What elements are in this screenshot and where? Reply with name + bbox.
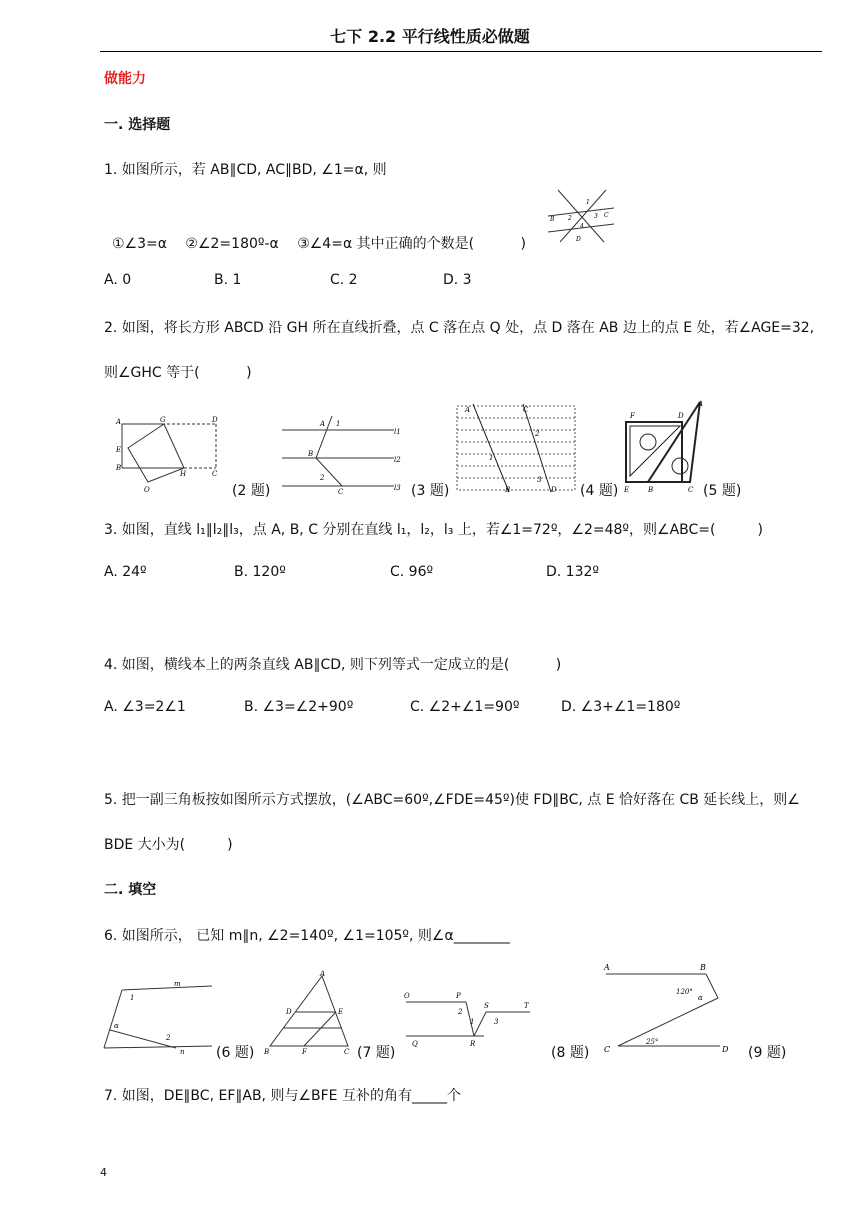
svg-text:4: 4 bbox=[580, 223, 584, 230]
svg-text:O: O bbox=[404, 992, 410, 1000]
q6-figure bbox=[100, 980, 216, 1056]
fig6-caption: (6 题) bbox=[216, 1045, 255, 1061]
q3-option-c: C. 96º bbox=[390, 564, 434, 580]
q4-option-c: C. ∠2+∠1=90º bbox=[410, 699, 520, 715]
svg-text:F: F bbox=[630, 412, 635, 420]
svg-text:120°: 120° bbox=[676, 988, 693, 996]
q9-figure bbox=[600, 960, 742, 1056]
q3-stem: 3. 如图，直线 l₁∥l₂∥l₃，点 A, B, C 分别在直线 l₁，l₂，l₃ 上，若∠1=72º，∠2=48º，则∠ABC=( ) bbox=[104, 522, 763, 538]
q4-option-d: D. ∠3+∠1=180º bbox=[561, 699, 681, 715]
q1-option-d: D. 3 bbox=[443, 272, 472, 288]
svg-text:α: α bbox=[698, 994, 703, 1002]
svg-text:3: 3 bbox=[537, 476, 542, 484]
svg-text:l2: l2 bbox=[394, 456, 401, 464]
svg-text:25°: 25° bbox=[646, 1038, 659, 1046]
q8-figure bbox=[400, 986, 536, 1052]
q1-stem: 1. 如图所示，若 AB∥CD, AC∥BD, ∠1=α, 则 bbox=[104, 162, 387, 178]
q4-option-b: B. ∠3=∠2+90º bbox=[244, 699, 354, 715]
svg-text:n: n bbox=[180, 1048, 185, 1056]
q7-figure bbox=[264, 970, 356, 1056]
svg-text:A: A bbox=[320, 420, 326, 428]
q1-statements: ①∠3=α ②∠2=180º-α ③∠4=α 其中正确的个数是( ) bbox=[112, 236, 526, 252]
fig7-caption: (7 题) bbox=[357, 1045, 396, 1061]
svg-text:A: A bbox=[320, 970, 326, 978]
q6-stem: 6. 如图所示， 已知 m∥n, ∠2=140º, ∠1=105º, 则∠α________ bbox=[104, 928, 510, 944]
fig8-caption: (8 题) bbox=[551, 1045, 590, 1061]
svg-text:2: 2 bbox=[320, 474, 325, 482]
svg-text:D: D bbox=[286, 1008, 292, 1016]
q4-figure bbox=[455, 402, 579, 496]
section-fill-heading: 二. 填空 bbox=[104, 882, 157, 898]
svg-text:B: B bbox=[505, 486, 511, 494]
svg-text:D: D bbox=[551, 486, 557, 494]
svg-text:3: 3 bbox=[594, 213, 598, 220]
svg-text:2: 2 bbox=[166, 1034, 171, 1042]
svg-text:D: D bbox=[576, 236, 581, 243]
svg-text:A: A bbox=[116, 418, 122, 426]
svg-text:B: B bbox=[308, 450, 314, 458]
q3-option-b: B. 120º bbox=[234, 564, 286, 580]
q3-figure bbox=[276, 412, 406, 496]
svg-text:F: F bbox=[302, 1048, 307, 1056]
svg-text:A: A bbox=[698, 400, 704, 408]
svg-text:A: A bbox=[604, 963, 610, 972]
q4-option-a: A. ∠3=2∠1 bbox=[104, 699, 186, 715]
q1-figure bbox=[546, 188, 616, 244]
svg-text:2: 2 bbox=[568, 215, 572, 222]
svg-text:C: C bbox=[604, 212, 609, 219]
page-title: 七下 2.2 平行线性质必做题 bbox=[330, 27, 530, 46]
fig2-caption: (2 题) bbox=[232, 483, 271, 499]
svg-text:H: H bbox=[180, 470, 187, 478]
svg-text:1: 1 bbox=[130, 994, 135, 1002]
svg-text:3: 3 bbox=[494, 1018, 499, 1026]
q2-stem-line2: 则∠GHC 等于( ) bbox=[104, 365, 252, 381]
svg-text:E: E bbox=[624, 486, 630, 494]
q1-option-a: A. 0 bbox=[104, 272, 132, 288]
svg-text:2: 2 bbox=[535, 430, 540, 438]
svg-text:m: m bbox=[174, 980, 181, 988]
fig9-caption: (9 题) bbox=[748, 1045, 787, 1061]
q7-stem: 7. 如图，DE∥BC, EF∥AB, 则与∠BFE 互补的角有_____个 bbox=[104, 1088, 461, 1104]
q1-option-b: B. 1 bbox=[214, 272, 242, 288]
svg-text:B: B bbox=[700, 963, 706, 972]
svg-text:l3: l3 bbox=[394, 484, 401, 492]
svg-text:G: G bbox=[160, 416, 166, 424]
q5-stem-line2: BDE 大小为( ) bbox=[104, 837, 233, 853]
svg-text:C: C bbox=[338, 488, 344, 496]
section-ability-heading: 做能力 bbox=[104, 71, 146, 87]
svg-text:1: 1 bbox=[336, 420, 341, 428]
q5-figure bbox=[620, 398, 710, 496]
svg-text:C: C bbox=[523, 406, 529, 414]
svg-text:B: B bbox=[264, 1048, 270, 1056]
svg-text:l1: l1 bbox=[394, 428, 401, 436]
q3-option-d: D. 132º bbox=[546, 564, 599, 580]
svg-text:C: C bbox=[212, 470, 218, 478]
svg-text:A: A bbox=[465, 406, 471, 414]
svg-text:1: 1 bbox=[489, 454, 494, 462]
page-number: 4 bbox=[100, 1166, 107, 1179]
svg-text:C: C bbox=[604, 1045, 611, 1054]
svg-text:D: D bbox=[678, 412, 684, 420]
fig3-caption: (3 题) bbox=[411, 483, 450, 499]
q3-option-a: A. 24º bbox=[104, 564, 147, 580]
svg-text:B: B bbox=[550, 216, 555, 223]
svg-text:E: E bbox=[338, 1008, 344, 1016]
svg-text:E: E bbox=[116, 446, 122, 454]
svg-text:1: 1 bbox=[586, 199, 590, 206]
q5-stem-line1: 5. 把一副三角板按如图所示方式摆放，(∠ABC=60º,∠FDE=45º)使 FD∥BC, 点 E 恰好落在 CB 延长线上，则∠ bbox=[104, 792, 800, 808]
section-choice-heading: 一. 选择题 bbox=[104, 117, 171, 133]
svg-text:C: C bbox=[344, 1048, 350, 1056]
svg-text:1: 1 bbox=[470, 1018, 475, 1026]
svg-text:S: S bbox=[484, 1002, 489, 1010]
q1-option-c: C. 2 bbox=[330, 272, 358, 288]
svg-text:D: D bbox=[722, 1045, 729, 1054]
svg-text:Q: Q bbox=[412, 1040, 418, 1048]
svg-text:2: 2 bbox=[458, 1008, 463, 1016]
svg-text:D: D bbox=[212, 416, 218, 424]
q2-stem-line1: 2. 如图，将长方形 ABCD 沿 GH 所在直线折叠，点 C 落在点 Q 处，点 D 落在 AB 边上的点 E 处，若∠AGE=32, bbox=[104, 320, 815, 336]
svg-text:O: O bbox=[144, 486, 150, 494]
fig5-caption: (5 题) bbox=[703, 483, 742, 499]
svg-text:B: B bbox=[648, 486, 654, 494]
svg-text:B: B bbox=[116, 464, 122, 472]
q4-stem: 4. 如图，横线本上的两条直线 AB∥CD, 则下列等式一定成立的是( ) bbox=[104, 657, 562, 673]
fig4-caption: (4 题) bbox=[580, 483, 619, 499]
svg-text:P: P bbox=[456, 992, 461, 1000]
svg-text:R: R bbox=[470, 1040, 476, 1048]
svg-text:C: C bbox=[688, 486, 694, 494]
q2-figure bbox=[112, 414, 226, 496]
svg-text:T: T bbox=[524, 1002, 529, 1010]
svg-text:α: α bbox=[114, 1022, 119, 1030]
header-divider bbox=[100, 51, 822, 52]
